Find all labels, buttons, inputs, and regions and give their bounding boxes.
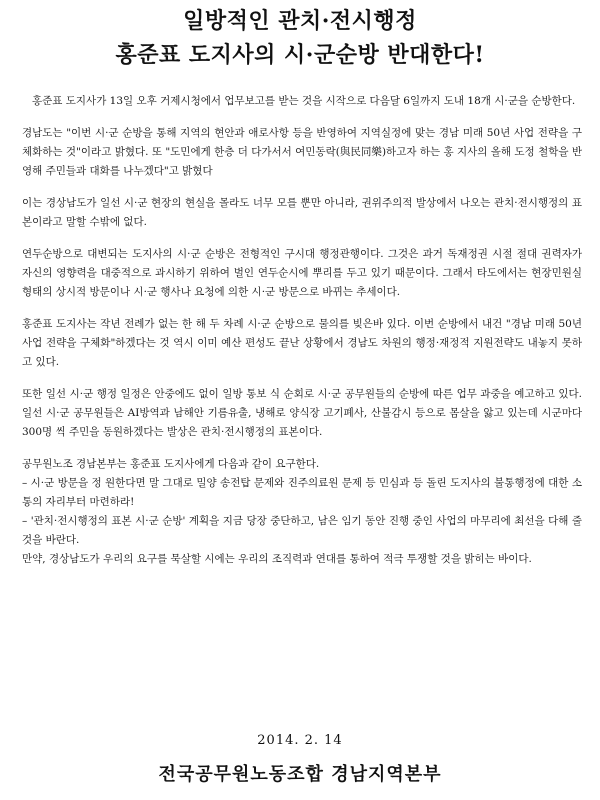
demand-1: – 시·군 방문을 정 원한다면 말 그대로 밀양 송전탑 문제와 진주의료원 문제 등 민심과 등 돌린 도지사의 불통행정에 대한 소통의 자리부터 마련하라! xyxy=(22,477,582,508)
paragraph-6: 또한 일선 시·군 행정 일정은 안중에도 없이 일방 통보 식 순회로 시·군 공무원들의 순방에 따른 업무 과중을 예고하고 있다. 일선 시·군 공무원들은 AI방역과 남해안 기름유출, 냉해로 양식장 고기폐사, 산불감시 등으로 몸살을 앓고 있는데 시군마다 300명 씩 주민을 동원하겠다는 발상은 관치·전시행정의 표본이다. xyxy=(22,388,582,438)
paragraph-1: 홍준표 도지사가 13일 오후 거제시청에서 업무보고를 받는 것을 시작으로 다음달 6일까지 도내 18개 시·군을 순방한다. xyxy=(32,95,576,107)
document-date: 2014. 2. 14 xyxy=(257,733,343,748)
statement-body xyxy=(22,92,582,569)
paragraph-2: 경남도는 "이번 시·군 순방을 통해 지역의 현안과 애로사항 등을 반영하여 지역실정에 맞는 경남 미래 50년 사업 전략을 구체화하는 것"이라고 밝혔다. 또 "도민에게 한층 더 다가서서 여민동락(與民同樂)하고자 하는 홍 지사의 올해 도정 철학을 반영해 주민들과 대화를 나누겠다"고 밝혔다 xyxy=(22,127,582,177)
demand-2: – '관치·전시행정의 표본 시·군 순방' 계획을 지금 당장 중단하고, 남은 임기 동안 진행 중인 사업의 마무리에 최선을 다해 줄 것을 바란다. xyxy=(22,515,582,546)
paragraph-7: 공무원노조 경남본부는 홍준표 도지사에게 다음과 같이 요구한다. xyxy=(22,458,320,470)
closing-paragraph: 만약, 경상남도가 우리의 요구를 묵살할 시에는 우리의 조직력과 연대를 통하여 적극 투쟁할 것을 밝히는 바이다. xyxy=(22,553,532,565)
title-line-2: 홍준표 도지사의 시·군순방 반대한다! xyxy=(115,42,485,68)
organization-signature: 전국공무원노동조합 경남지역본부 xyxy=(158,764,442,785)
paragraph-5: 홍준표 도지사는 작년 전례가 없는 한 해 두 차례 시·군 순방으로 물의를 빚은바 있다. 이번 순방에서 내건 "경남 미래 50년 사업 전략을 구체화"하겠다는 것 역시 이미 예산 편성도 끝난 상황에서 경남도 차원의 행정·재정적 지원전략도 내놓지 못하고 있다. xyxy=(22,318,582,368)
title-line-1: 일방적인 관치·전시행정 xyxy=(183,8,417,34)
paragraph-3: 이는 경상남도가 일선 시·군 현장의 현실을 몰라도 너무 모를 뿐만 아니라, 권위주의적 발상에서 나오는 관치·전시행정의 표본이라고 말할 수밖에 없다. xyxy=(22,197,582,228)
paragraph-4: 연두순방으로 대변되는 도지사의 시·군 순방은 전형적인 구시대 행정관행이다. 그것은 과거 독재정권 시절 절대 권력자가 자신의 영향력을 대중적으로 과시하기 위하여 벌인 연두순시에 뿌리를 두고 있기 때문이다. 그래서 타도에서는 현장민원실 형태의 상시적 방문이나 시·군 행사나 요청에 의한 시·군 방문으로 바뀌는 추세이다. xyxy=(22,248,582,298)
